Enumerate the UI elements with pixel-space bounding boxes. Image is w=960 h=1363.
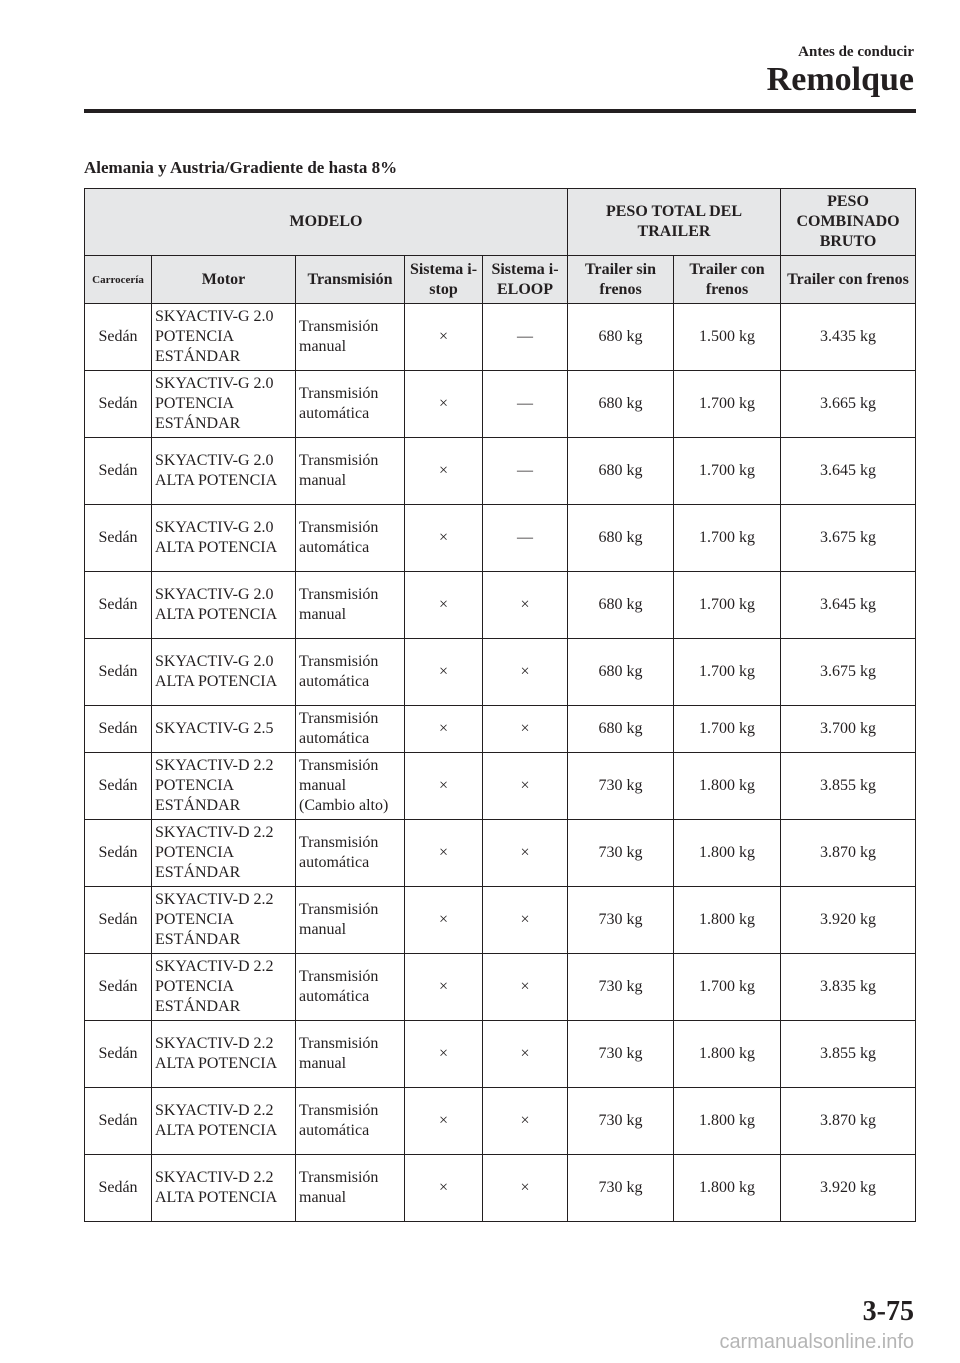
cell-gross: 3.835 kg [781, 954, 916, 1021]
column-header-body: Carrocería [85, 256, 152, 304]
cell-body: Sedán [85, 820, 152, 887]
cell-ieloop: × [483, 1021, 568, 1088]
cell-transmission: Transmisión automática [296, 1088, 405, 1155]
table-caption: Alemania y Austria/Gradiente de hasta 8% [84, 158, 398, 177]
cell-gross: 3.855 kg [781, 753, 916, 820]
table-row [85, 753, 916, 820]
table-row [85, 887, 916, 954]
cell-engine: SKYACTIV-D 2.2 ALTA POTENCIA [152, 1088, 296, 1155]
cell-transmission: Transmisión automática [296, 371, 405, 438]
page-title: Remolque [766, 61, 914, 98]
cell-transmission: Transmisión manual [296, 304, 405, 371]
cell-gross: 3.920 kg [781, 887, 916, 954]
cell-engine: SKYACTIV-D 2.2 POTENCIA ESTÁNDAR [152, 887, 296, 954]
column-header-gross: Trailer con frenos [781, 256, 916, 304]
cell-body: Sedán [85, 1155, 152, 1222]
cell-unbraked: 680 kg [568, 505, 674, 572]
cell-braked: 1.500 kg [674, 304, 781, 371]
cell-gross: 3.870 kg [781, 1088, 916, 1155]
cell-braked: 1.700 kg [674, 639, 781, 706]
table-row [85, 1155, 916, 1222]
cell-body: Sedán [85, 706, 152, 753]
cell-istop: × [405, 572, 483, 639]
cell-body: Sedán [85, 304, 152, 371]
cell-transmission: Transmisión automática [296, 954, 405, 1021]
cell-gross: 3.855 kg [781, 1021, 916, 1088]
table-row [85, 954, 916, 1021]
cell-unbraked: 730 kg [568, 887, 674, 954]
cell-unbraked: 680 kg [568, 304, 674, 371]
cell-istop: × [405, 887, 483, 954]
cell-ieloop: — [483, 505, 568, 572]
table-row [85, 706, 916, 753]
cell-body: Sedán [85, 371, 152, 438]
table-row [85, 1088, 916, 1155]
cell-istop: × [405, 371, 483, 438]
table-row [85, 438, 916, 505]
cell-braked: 1.700 kg [674, 505, 781, 572]
cell-braked: 1.700 kg [674, 572, 781, 639]
column-header-braked: Trailer con frenos [674, 256, 781, 304]
cell-transmission: Transmisión manual [296, 572, 405, 639]
cell-braked: 1.800 kg [674, 1021, 781, 1088]
table-row [85, 371, 916, 438]
group-header-row [85, 189, 916, 256]
cell-istop: × [405, 1155, 483, 1222]
cell-istop: × [405, 639, 483, 706]
cell-transmission: Transmisión automática [296, 820, 405, 887]
column-header-transmission: Transmisión [296, 256, 405, 304]
cell-gross: 3.700 kg [781, 706, 916, 753]
title-rule [84, 109, 916, 113]
cell-braked: 1.800 kg [674, 820, 781, 887]
cell-ieloop: × [483, 639, 568, 706]
cell-transmission: Transmisión manual [296, 438, 405, 505]
cell-gross: 3.675 kg [781, 639, 916, 706]
cell-transmission: Transmisión manual [296, 1155, 405, 1222]
cell-ieloop: × [483, 706, 568, 753]
cell-engine: SKYACTIV-G 2.0 POTENCIA ESTÁNDAR [152, 304, 296, 371]
cell-transmission: Transmisión automática [296, 639, 405, 706]
cell-body: Sedán [85, 887, 152, 954]
cell-engine: SKYACTIV-G 2.0 POTENCIA ESTÁNDAR [152, 371, 296, 438]
cell-transmission: Transmisión automática [296, 706, 405, 753]
cell-gross: 3.645 kg [781, 438, 916, 505]
table-row [85, 1021, 916, 1088]
cell-engine: SKYACTIV-G 2.0 ALTA POTENCIA [152, 639, 296, 706]
cell-transmission: Transmisión manual [296, 1021, 405, 1088]
cell-braked: 1.800 kg [674, 1088, 781, 1155]
cell-gross: 3.645 kg [781, 572, 916, 639]
cell-unbraked: 730 kg [568, 1155, 674, 1222]
cell-unbraked: 730 kg [568, 820, 674, 887]
cell-istop: × [405, 1088, 483, 1155]
towing-capacity-table [84, 188, 916, 1222]
cell-gross: 3.665 kg [781, 371, 916, 438]
cell-body: Sedán [85, 438, 152, 505]
cell-engine: SKYACTIV-G 2.5 [152, 706, 296, 753]
cell-braked: 1.700 kg [674, 438, 781, 505]
cell-unbraked: 730 kg [568, 1088, 674, 1155]
cell-istop: × [405, 753, 483, 820]
table-row [85, 639, 916, 706]
cell-gross: 3.435 kg [781, 304, 916, 371]
cell-body: Sedán [85, 1021, 152, 1088]
cell-ieloop: — [483, 438, 568, 505]
cell-braked: 1.800 kg [674, 1155, 781, 1222]
cell-unbraked: 680 kg [568, 639, 674, 706]
cell-ieloop: × [483, 572, 568, 639]
table-row [85, 572, 916, 639]
cell-braked: 1.800 kg [674, 887, 781, 954]
model-group-header: MODELO [85, 189, 568, 256]
cell-istop: × [405, 954, 483, 1021]
cell-gross: 3.675 kg [781, 505, 916, 572]
cell-ieloop: — [483, 371, 568, 438]
table-row [85, 304, 916, 371]
cell-transmission: Transmisión manual [296, 887, 405, 954]
cell-braked: 1.700 kg [674, 706, 781, 753]
cell-unbraked: 680 kg [568, 438, 674, 505]
page-number: 3-75 [862, 1296, 914, 1327]
watermark: carmanualsonline.info [719, 1331, 914, 1353]
cell-body: Sedán [85, 954, 152, 1021]
cell-ieloop: — [483, 304, 568, 371]
cell-body: Sedán [85, 572, 152, 639]
trailer-weight-group-header: PESO TOTAL DEL TRAILER [568, 189, 781, 256]
cell-ieloop: × [483, 1155, 568, 1222]
cell-unbraked: 680 kg [568, 706, 674, 753]
cell-istop: × [405, 505, 483, 572]
cell-unbraked: 680 kg [568, 371, 674, 438]
cell-braked: 1.700 kg [674, 954, 781, 1021]
section-label: Antes de conducir [798, 44, 914, 60]
cell-gross: 3.870 kg [781, 820, 916, 887]
cell-ieloop: × [483, 753, 568, 820]
cell-braked: 1.800 kg [674, 753, 781, 820]
column-header-row [85, 256, 916, 304]
column-header-ieloop: Sistema i-ELOOP [483, 256, 568, 304]
cell-body: Sedán [85, 639, 152, 706]
column-header-unbraked: Trailer sin frenos [568, 256, 674, 304]
cell-body: Sedán [85, 753, 152, 820]
cell-istop: × [405, 706, 483, 753]
cell-engine: SKYACTIV-G 2.0 ALTA POTENCIA [152, 438, 296, 505]
cell-unbraked: 730 kg [568, 954, 674, 1021]
cell-engine: SKYACTIV-D 2.2 POTENCIA ESTÁNDAR [152, 753, 296, 820]
cell-istop: × [405, 438, 483, 505]
cell-transmission: Transmisión manual (Cambio alto) [296, 753, 405, 820]
cell-body: Sedán [85, 1088, 152, 1155]
cell-istop: × [405, 304, 483, 371]
cell-engine: SKYACTIV-D 2.2 ALTA POTENCIA [152, 1021, 296, 1088]
cell-unbraked: 730 kg [568, 1021, 674, 1088]
table-row [85, 820, 916, 887]
combined-weight-group-header: PESO COMBINADO BRUTO [781, 189, 916, 256]
column-header-istop: Sistema i-stop [405, 256, 483, 304]
cell-engine: SKYACTIV-D 2.2 POTENCIA ESTÁNDAR [152, 820, 296, 887]
cell-braked: 1.700 kg [674, 371, 781, 438]
table-row [85, 505, 916, 572]
cell-ieloop: × [483, 954, 568, 1021]
cell-istop: × [405, 1021, 483, 1088]
cell-ieloop: × [483, 887, 568, 954]
cell-unbraked: 680 kg [568, 572, 674, 639]
cell-engine: SKYACTIV-D 2.2 POTENCIA ESTÁNDAR [152, 954, 296, 1021]
cell-istop: × [405, 820, 483, 887]
cell-engine: SKYACTIV-D 2.2 ALTA POTENCIA [152, 1155, 296, 1222]
cell-engine: SKYACTIV-G 2.0 ALTA POTENCIA [152, 572, 296, 639]
cell-body: Sedán [85, 505, 152, 572]
cell-ieloop: × [483, 820, 568, 887]
cell-transmission: Transmisión automática [296, 505, 405, 572]
column-header-engine: Motor [152, 256, 296, 304]
cell-engine: SKYACTIV-G 2.0 ALTA POTENCIA [152, 505, 296, 572]
cell-ieloop: × [483, 1088, 568, 1155]
cell-gross: 3.920 kg [781, 1155, 916, 1222]
cell-unbraked: 730 kg [568, 753, 674, 820]
